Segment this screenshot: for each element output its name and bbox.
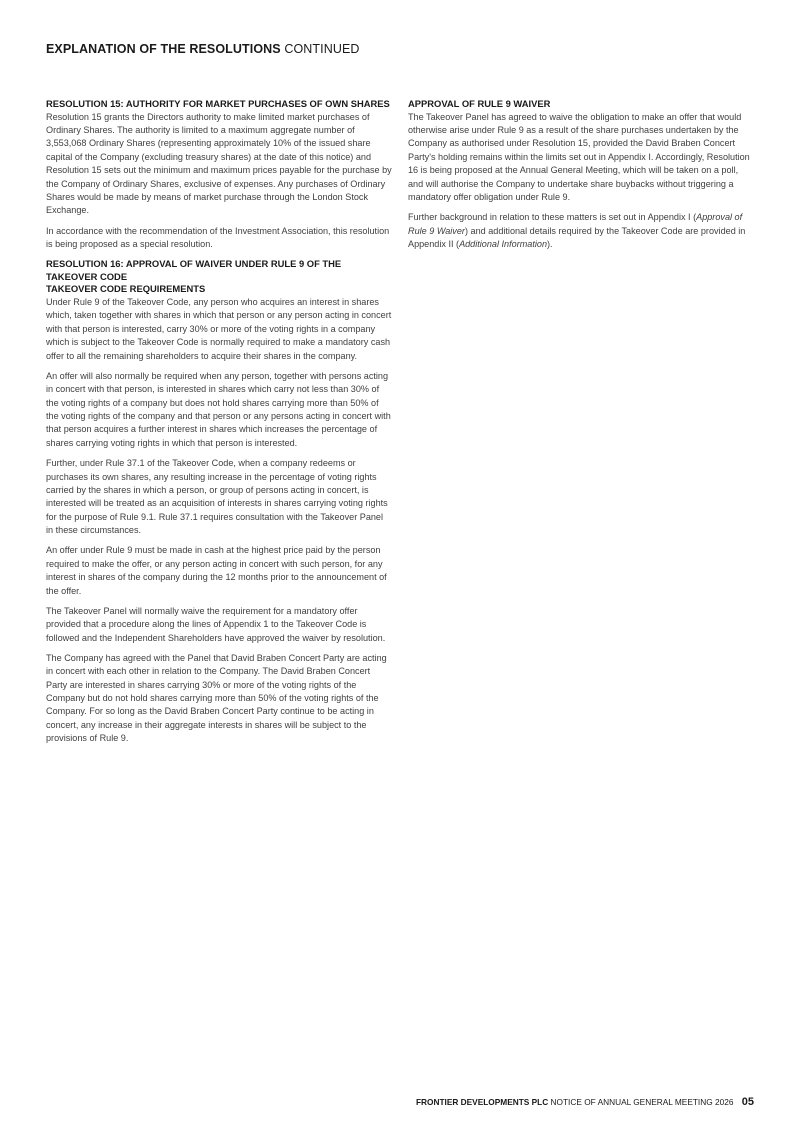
takeover-paragraph-5: The Takeover Panel will normally waive the requirement for a mandatory offer provided that a procedure along the lines of Appendix 1 to the Takeover Code is followed and the Independent Shareholders have approved the waiver by resolution. bbox=[46, 605, 386, 643]
takeover-paragraph-1: Under Rule 9 of the Takeover Code, any person who acquires an interest in shares which, taken together with shares in which that person or any person acting in concert with that person is interested, carry 30% or more of the voting rights in a company which is subject to the Takeover Code is normally required to make a mandatory cash offer to all the remaining shareholders to acquire their shares in the company. bbox=[46, 297, 392, 361]
resolution-15-heading: RESOLUTION 15: AUTHORITY FOR MARKET PURCHASES OF OWN SHARES bbox=[46, 98, 390, 109]
resolution-15-paragraph-1: Resolution 15 grants the Directors authority to make limited market purchases of Ordinary Shares. The authority is limited to a maximum aggregate number of 3,553,068 Ordinary Shares (representing approximately 10% of the issued share capital of the Company (excluding treasury shares) at the date of this notice) and Resolution 15 sets out the minimum and maximum prices payable for the purchase by the Company of Ordinary Shares, exclusive of expenses. Any purchases of Ordinary Shares would be made by means of market purchase through the London Stock Exchange. bbox=[46, 111, 392, 216]
appendix-i-title: Approval of Rule 9 Waiver bbox=[408, 212, 743, 236]
paragraph-text: ) and additional details required by the Takeover Code are provided in Appendix II ( bbox=[408, 225, 746, 250]
takeover-paragraph-3: Further, under Rule 37.1 of the Takeover Code, when a company redeems or purchases its own shares, any resulting increase in the percentage of voting rights carried by the shares in which a person, or group of persons acting in concert, is interested will be treated as an acquisition of interests in shares carrying voting rights for the purpose of Rule 9.1. Rule 37.1 requires consultation with the Takeover Panel in these circumstances. bbox=[46, 458, 388, 536]
resolution-15-paragraph-2: In accordance with the recommendation of the Investment Association, this resolution is being proposed as a special resolution. bbox=[46, 225, 390, 250]
page-title: EXPLANATION OF THE RESOLUTIONS bbox=[46, 42, 281, 56]
footer-document-title: NOTICE OF ANNUAL GENERAL MEETING 2026 bbox=[550, 1097, 734, 1107]
rule-9-waiver-paragraph-1: The Takeover Panel has agreed to waive the obligation to make an offer that would otherwise arise under Rule 9 as a result of the share purchases undertaken by the Company as authorised under Resolution 15, provided the David Braben Concert Party's holding remains within the limits set out in Appendix I. Accordingly, Resolution 16 is being proposed at the Annual General Meeting, which will be taken on a poll, and will authorise the Company to undertake share buybacks without triggering a mandatory offer obligation under Rule 9. bbox=[408, 111, 750, 203]
rule-9-waiver-heading: APPROVAL OF RULE 9 WAIVER bbox=[408, 98, 551, 109]
takeover-paragraph-4: An offer under Rule 9 must be made in cash at the highest price paid by the person required to make the offer, or any person acting in concert with such person, for any interest in shares of the company during the 12 months prior to the announcement of the offer. bbox=[46, 545, 387, 596]
right-column bbox=[408, 98, 754, 258]
page-header bbox=[46, 42, 360, 56]
page-number: 05 bbox=[741, 1096, 754, 1108]
resolution-16-heading: RESOLUTION 16: APPROVAL OF WAIVER UNDER RULE 9 OF THE TAKEOVER CODE bbox=[46, 258, 342, 282]
paragraph-text: Further background in relation to these matters is set out in Appendix I ( bbox=[408, 212, 697, 223]
footer-company: FRONTIER DEVELOPMENTS PLC bbox=[415, 1097, 549, 1107]
left-column bbox=[46, 98, 392, 752]
page-footer bbox=[416, 1096, 754, 1108]
paragraph-text: ). bbox=[547, 239, 553, 250]
takeover-paragraph-6: The Company has agreed with the Panel that David Braben Concert Party are acting in concert with each other in relation to the Company. The David Braben Concert Party are interested in shares carrying 30% or more of the voting rights of the Company but do not hold shares carrying more than 50% of the voting rights of the Company. For so long as the David Braben Concert Party continue to be acting in concert, any increase in their aggregate interests in shares will be subject to the provisions of Rule 9. bbox=[46, 652, 387, 744]
rule-9-waiver-paragraph-2 bbox=[408, 211, 754, 251]
page-title-suffix: CONTINUED bbox=[284, 42, 360, 56]
appendix-ii-title: Additional Information bbox=[459, 239, 548, 250]
takeover-code-heading: TAKEOVER CODE REQUIREMENTS bbox=[46, 283, 206, 295]
takeover-paragraph-2: An offer will also normally be required when any person, together with persons acting in concert with that person, is interested in shares which carry not less than 30% of the voting rights of a company but does not hold shares carrying more than 50% of the voting rights of the company and that person or any persons acting in concert with that person acquires a further interest in shares which increases the percentage of shares carrying voting rights in which that person is interested. bbox=[46, 370, 391, 448]
